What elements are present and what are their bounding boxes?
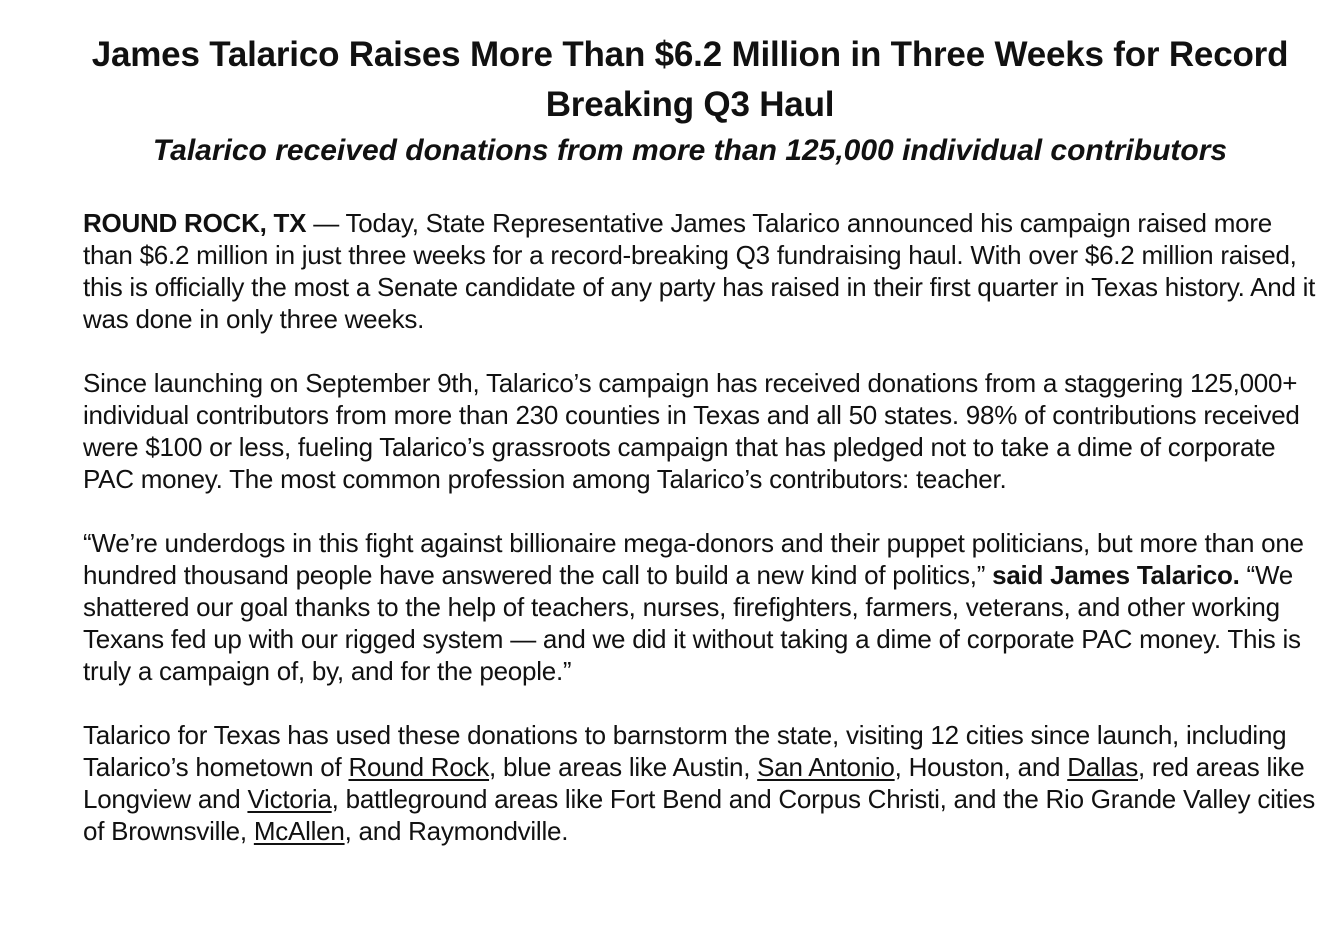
- tour-text-2: , blue areas like Austin,: [489, 752, 758, 782]
- quote-start: “We’re underdogs in this fight against billionaire mega-donors and their puppet politicians, but more than one hundred thousand people have answered the call to build a new kind of politics,”: [83, 528, 1304, 590]
- dateline: ROUND ROCK, TX: [83, 208, 307, 238]
- quote-attribution: said James Talarico.: [992, 560, 1240, 590]
- link-victoria[interactable]: Victoria: [247, 784, 332, 814]
- paragraph-contributors: [83, 367, 1318, 495]
- link-round-rock[interactable]: Round Rock: [348, 752, 490, 782]
- paragraph-tour: [83, 719, 1318, 847]
- tour-text-4: , red areas like Longview and: [83, 752, 1305, 814]
- article-body: [83, 207, 1318, 879]
- headline-subtitle: Talarico received donations from more than 125,000 individual contributors: [152, 134, 1228, 167]
- paragraph-contributors-text: Since launching on September 9th, Talarico’s campaign has received donations from a staggering 125,000+ individual contributors from more than 230 counties in Texas and all 50 states. 98% of contributions received were $100 or less, fueling Talarico’s grassroots campaign that has pledged not to take a dime of corporate PAC money. The most common profession among Talarico’s contributors: teacher.: [83, 368, 1300, 494]
- link-san-antonio[interactable]: San Antonio: [757, 752, 895, 782]
- tour-text-1: Talarico for Texas has used these donations to barnstorm the state, visiting 12 cities since launch, including Talarico’s hometown of: [83, 720, 1287, 782]
- paragraph-announcement-text: — Today, State Representative James Talarico announced his campaign raised more than $6.2 million in just three weeks for a record-breaking Q3 fundraising haul. With over $6.2 million raised, this is officially the most a Senate candidate of any party has raised in their first quarter in Texas history. And it was done in only three weeks.: [83, 208, 1316, 334]
- quote-end: “We shattered our goal thanks to the help of teachers, nurses, firefighters, farmers, veterans, and other working Texans fed up with our rigged system — and we did it without taking a dime of corporate PAC money. This is truly a campaign of, by, and for the people.”: [83, 560, 1301, 686]
- tour-text-6: , and Raymondville.: [344, 816, 569, 846]
- link-dallas[interactable]: Dallas: [1067, 752, 1138, 782]
- link-mcallen[interactable]: McAllen: [253, 816, 345, 846]
- paragraph-quote: [83, 527, 1318, 687]
- tour-text-5: , battleground areas like Fort Bend and Corpus Christi, and the Rio Grande Valley cities of Brownsville,: [83, 784, 1316, 846]
- paragraph-announcement: [83, 207, 1318, 335]
- tour-text-3: , Houston, and: [894, 752, 1068, 782]
- headline-title: James Talarico Raises More Than $6.2 Million in Three Weeks for Record Breaking Q3 Haul: [91, 35, 1289, 124]
